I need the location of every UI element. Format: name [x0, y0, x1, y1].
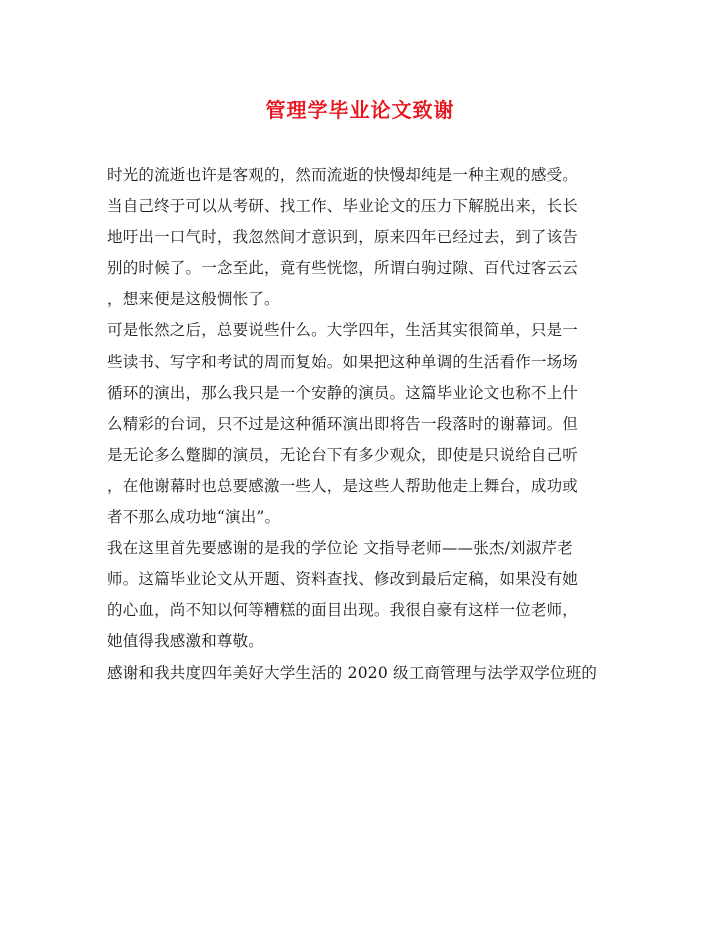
text-line: 时光的流逝也许是客观的，然而流逝的快慢却纯是一种主观的感受。 — [107, 166, 579, 184]
document-title: 管理学毕业论文致谢 — [265, 98, 455, 122]
text-line: 师。这篇毕业论文从开题、资料查找、修改到最后定稿，如果没有她 — [107, 570, 579, 589]
text-line: 么精彩的台词，只不过是这种循环演出即将告一段落时的谢幕词。但 — [107, 414, 579, 433]
text-line: 感谢和我共度四年美好大学生活的 2020 级工商管理与法学双学位班的 — [107, 663, 598, 682]
text-line: 些读书、写字和考试的周而复始。如果把这种单调的生活看作一场场 — [107, 352, 579, 371]
text-line: 当自己终于可以从考研、找工作、毕业论文的压力下解脱出来，长长 — [107, 197, 579, 216]
text-line: 可是怅然之后，总要说些什么。大学四年，生活其实很简单，只是一 — [107, 321, 579, 340]
text-line: 是无论多么蹩脚的演员，无论台下有多少观众，即使是只说给自己听 — [107, 445, 579, 464]
text-line: 她值得我感激和尊敬。 — [107, 632, 265, 651]
text-line: 者不那么成功地“演出”。 — [107, 508, 281, 527]
text-line: 别的时候了。一念至此，竟有些恍惚，所谓白驹过隙、百代过客云云 — [107, 259, 579, 278]
text-line: ，在他谢幕时也总要感激一些人，是这些人帮助他走上舞台，成功或 — [107, 476, 579, 495]
document-body — [107, 160, 627, 689]
text-line: 循环的演出，那么我只是一个安静的演员。这篇毕业论文也称不上什 — [107, 383, 579, 402]
text-line: 的心血，尚不知以何等糟糕的面目出现。我很自豪有这样一位老师， — [107, 601, 579, 620]
text-line: 我在这里首先要感谢的是我的学位论 文指导老师——张杰/刘淑芹老 — [107, 539, 573, 558]
text-line: ，想来便是这般惆怅了。 — [107, 290, 280, 309]
text-line: 地吁出一口气时，我忽然间才意识到，原来四年已经过去，到了该告 — [107, 228, 579, 247]
